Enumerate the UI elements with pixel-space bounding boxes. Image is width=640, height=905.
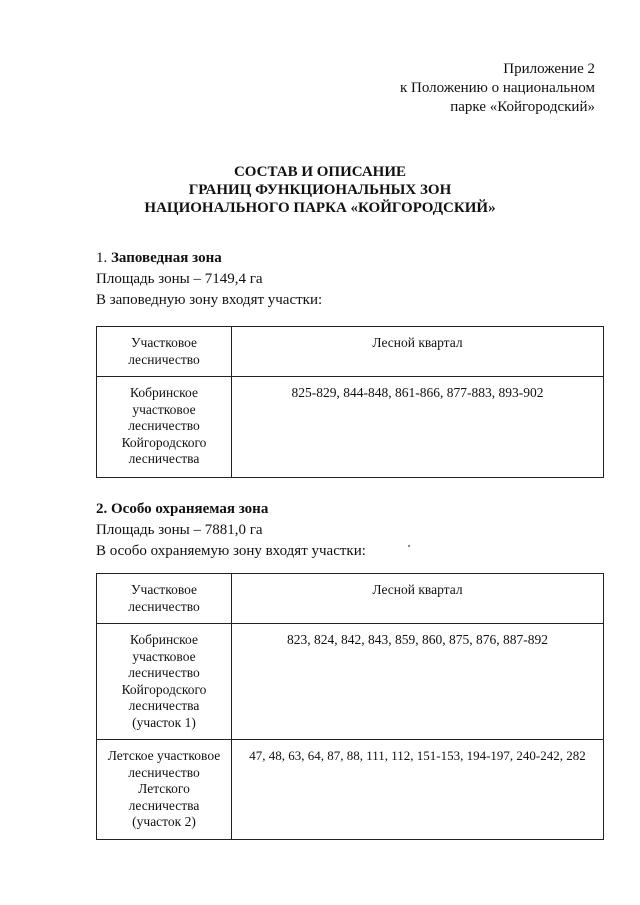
forestry-cell	[97, 740, 232, 840]
forestry-line: (участок 1)	[132, 714, 196, 730]
forestry-line: участковое	[132, 648, 196, 664]
table-row	[97, 624, 604, 740]
forestry-line: Летского	[138, 781, 190, 796]
forestry-line: Летское участковое	[107, 748, 221, 763]
zone-2-number: 2.	[96, 501, 111, 517]
forestry-line: (участок 2)	[132, 814, 196, 829]
title-line-1: СОСТАВ И ОПИСАНИЕ	[233, 164, 407, 180]
zone-2-table	[96, 573, 604, 840]
forestry-line: лесничества	[128, 451, 200, 466]
zone-2-area: Площадь зоны – 7881,0 га	[96, 522, 263, 538]
appendix-note	[400, 60, 595, 117]
zone-2-name: Особо охраняемая зона	[111, 501, 269, 517]
zone-1-area: Площадь зоны – 7149,4 га	[96, 271, 263, 287]
title-line-3: НАЦИОНАЛЬНОГО ПАРКА «КОЙГОРОДСКИЙ»	[144, 200, 496, 216]
appendix-line-2: к Положению о национальном	[400, 80, 595, 96]
header-quarter: Лесной квартал	[232, 327, 604, 377]
document-title	[0, 163, 640, 217]
forestry-line: Кобринское	[130, 632, 198, 647]
forestry-line: лесничества	[128, 797, 200, 813]
forestry-line: лесничество	[128, 764, 200, 780]
header-forestry: Участковое лесничество	[97, 574, 232, 624]
table-row	[97, 377, 604, 478]
quarters-cell: 825-829, 844-848, 861-866, 877-883, 893-902	[232, 377, 604, 478]
table-header-row	[97, 327, 604, 377]
table-row	[97, 740, 604, 840]
scan-speck	[408, 545, 410, 547]
zone-1-heading	[96, 248, 322, 269]
forestry-line: Койгородского	[121, 681, 207, 697]
quarters-cell: 47, 48, 63, 64, 87, 88, 111, 112, 151-153, 194-197, 240-242, 282	[232, 740, 604, 840]
forestry-line: Кобринское	[130, 385, 198, 400]
forestry-line: Койгородского	[121, 434, 207, 450]
forestry-cell	[97, 624, 232, 740]
zone-1-table	[96, 326, 604, 478]
table-header-row	[97, 574, 604, 624]
forestry-line: участковое	[132, 401, 196, 417]
quarters-cell: 823, 824, 842, 843, 859, 860, 875, 876, 887-892	[232, 624, 604, 740]
appendix-line-3: парке «Койгородский»	[450, 99, 595, 115]
zone-1-section	[96, 248, 322, 311]
zone-2-intro: В особо охраняемую зону входят участки:	[96, 543, 366, 559]
appendix-line-1: Приложение 2	[503, 61, 595, 77]
header-forestry: Участковое лесничество	[97, 327, 232, 377]
forestry-line: лесничество	[128, 665, 200, 680]
header-quarter: Лесной квартал	[232, 574, 604, 624]
zone-1-name: Заповедная зона	[111, 250, 222, 266]
zone-2-section	[96, 499, 366, 562]
zone-1-number: 1.	[96, 250, 111, 266]
forestry-cell	[97, 377, 232, 478]
zone-2-heading	[96, 499, 366, 520]
title-line-2: ГРАНИЦ ФУНКЦИОНАЛЬНЫХ ЗОН	[188, 182, 452, 198]
zone-1-intro: В заповедную зону входят участки:	[96, 292, 323, 308]
forestry-line: лесничества	[128, 698, 200, 713]
forestry-line: лесничество	[128, 418, 200, 433]
